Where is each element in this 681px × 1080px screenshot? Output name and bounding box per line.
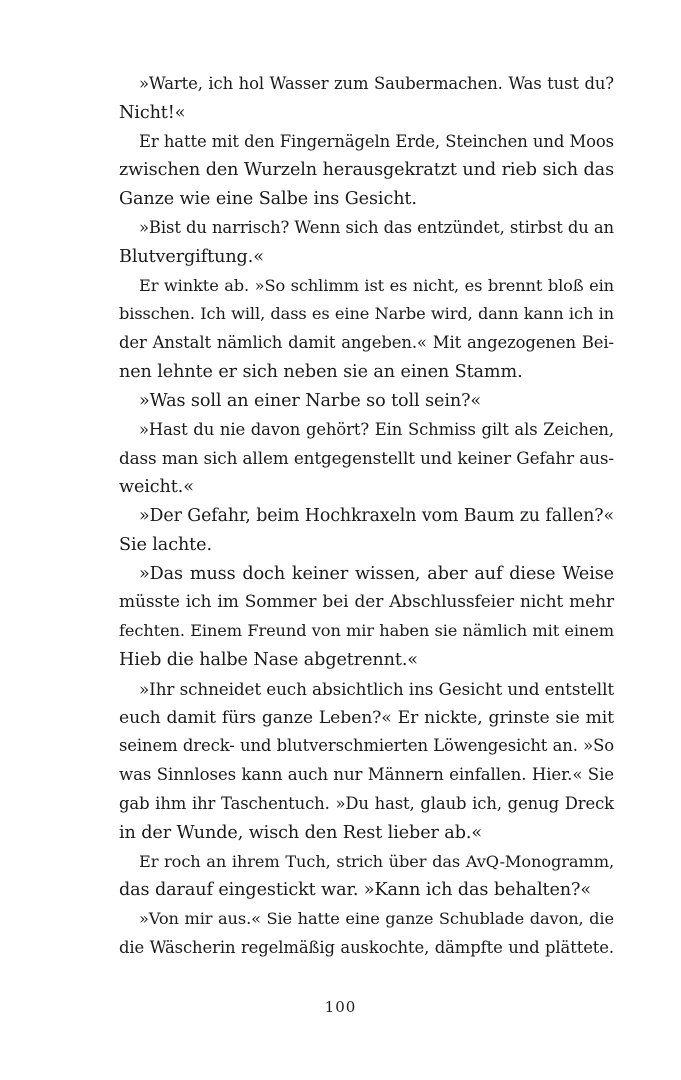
text-line: nen lehnte er sich neben sie an einen Stamm. bbox=[119, 361, 523, 382]
text-line: weicht.« bbox=[119, 477, 194, 498]
text-line: das darauf eingestickt war. »Kann ich das behalten?« bbox=[119, 880, 591, 901]
text-line: müsste ich im Sommer bei der Abschlussfeier nicht mehr bbox=[119, 592, 614, 613]
text-line: was Sinnloses kann auch nur Männern einfallen. Hier.« Sie bbox=[119, 765, 614, 785]
text-line: der Anstalt nämlich damit angeben.« Mit angezogenen Bei- bbox=[119, 333, 614, 353]
text-line: Hieb die halbe Nase abgetrennt.« bbox=[119, 649, 418, 670]
text-line: Er hatte mit den Fingernägeln Erde, Steinchen und Moos bbox=[139, 131, 614, 151]
body-text bbox=[119, 70, 614, 963]
text-line: Sie lachte. bbox=[119, 534, 212, 555]
text-line: bisschen. Ich will, dass es eine Narbe wird, dann kann ich in bbox=[119, 304, 614, 324]
text-line: dass man sich allem entgegenstellt und keiner Gefahr aus- bbox=[119, 448, 614, 469]
text-line: »Bist du narrisch? Wenn sich das entzündet, stirbst du an bbox=[139, 217, 614, 237]
text-line: Ganze wie eine Salbe ins Gesicht. bbox=[119, 189, 417, 210]
text-line: zwischen den Wurzeln herausgekratzt und rieb sich das bbox=[119, 160, 614, 181]
text-line: die Wäscherin regelmäßig auskochte, dämpfte und plättete. bbox=[119, 937, 614, 957]
text-line: in der Wunde, wisch den Rest lieber ab.« bbox=[119, 822, 483, 843]
text-line: gab ihm ihr Taschentuch. »Du hast, glaub ich, genug Dreck bbox=[119, 793, 614, 813]
text-line: Blutvergiftung.« bbox=[119, 246, 264, 267]
text-line: »Hast du nie davon gehört? Ein Schmiss gilt als Zeichen, bbox=[139, 419, 614, 439]
text-line: »Von mir aus.« Sie hatte eine ganze Schublade davon, die bbox=[139, 909, 614, 929]
text-line: »Ihr schneidet euch absichtlich ins Gesicht und entstellt bbox=[139, 678, 614, 699]
text-line: fechten. Einem Freund von mir haben sie nämlich mit einem bbox=[119, 621, 614, 641]
text-line: Er roch an ihrem Tuch, strich über das AvQ-Monogramm, bbox=[139, 851, 614, 871]
text-line: Er winkte ab. »So schlimm ist es nicht, es brennt bloß ein bbox=[139, 275, 614, 295]
text-line: »Was soll an einer Narbe so toll sein?« bbox=[139, 390, 482, 411]
text-line: »Warte, ich hol Wasser zum Saubermachen. Was tust du? bbox=[139, 74, 614, 93]
page-number: 100 bbox=[324, 998, 357, 1016]
text-line: Nicht!« bbox=[119, 102, 186, 123]
text-line: »Der Gefahr, beim Hochkraxeln vom Baum zu fallen?« bbox=[139, 505, 614, 526]
text-line: »Das muss doch keiner wissen, aber auf diese Weise bbox=[139, 563, 614, 584]
text-line: euch damit fürs ganze Leben?« Er nickte, grinste sie mit bbox=[119, 707, 614, 728]
text-line: seinem dreck- und blutverschmierten Löwengesicht an. »So bbox=[119, 736, 614, 756]
